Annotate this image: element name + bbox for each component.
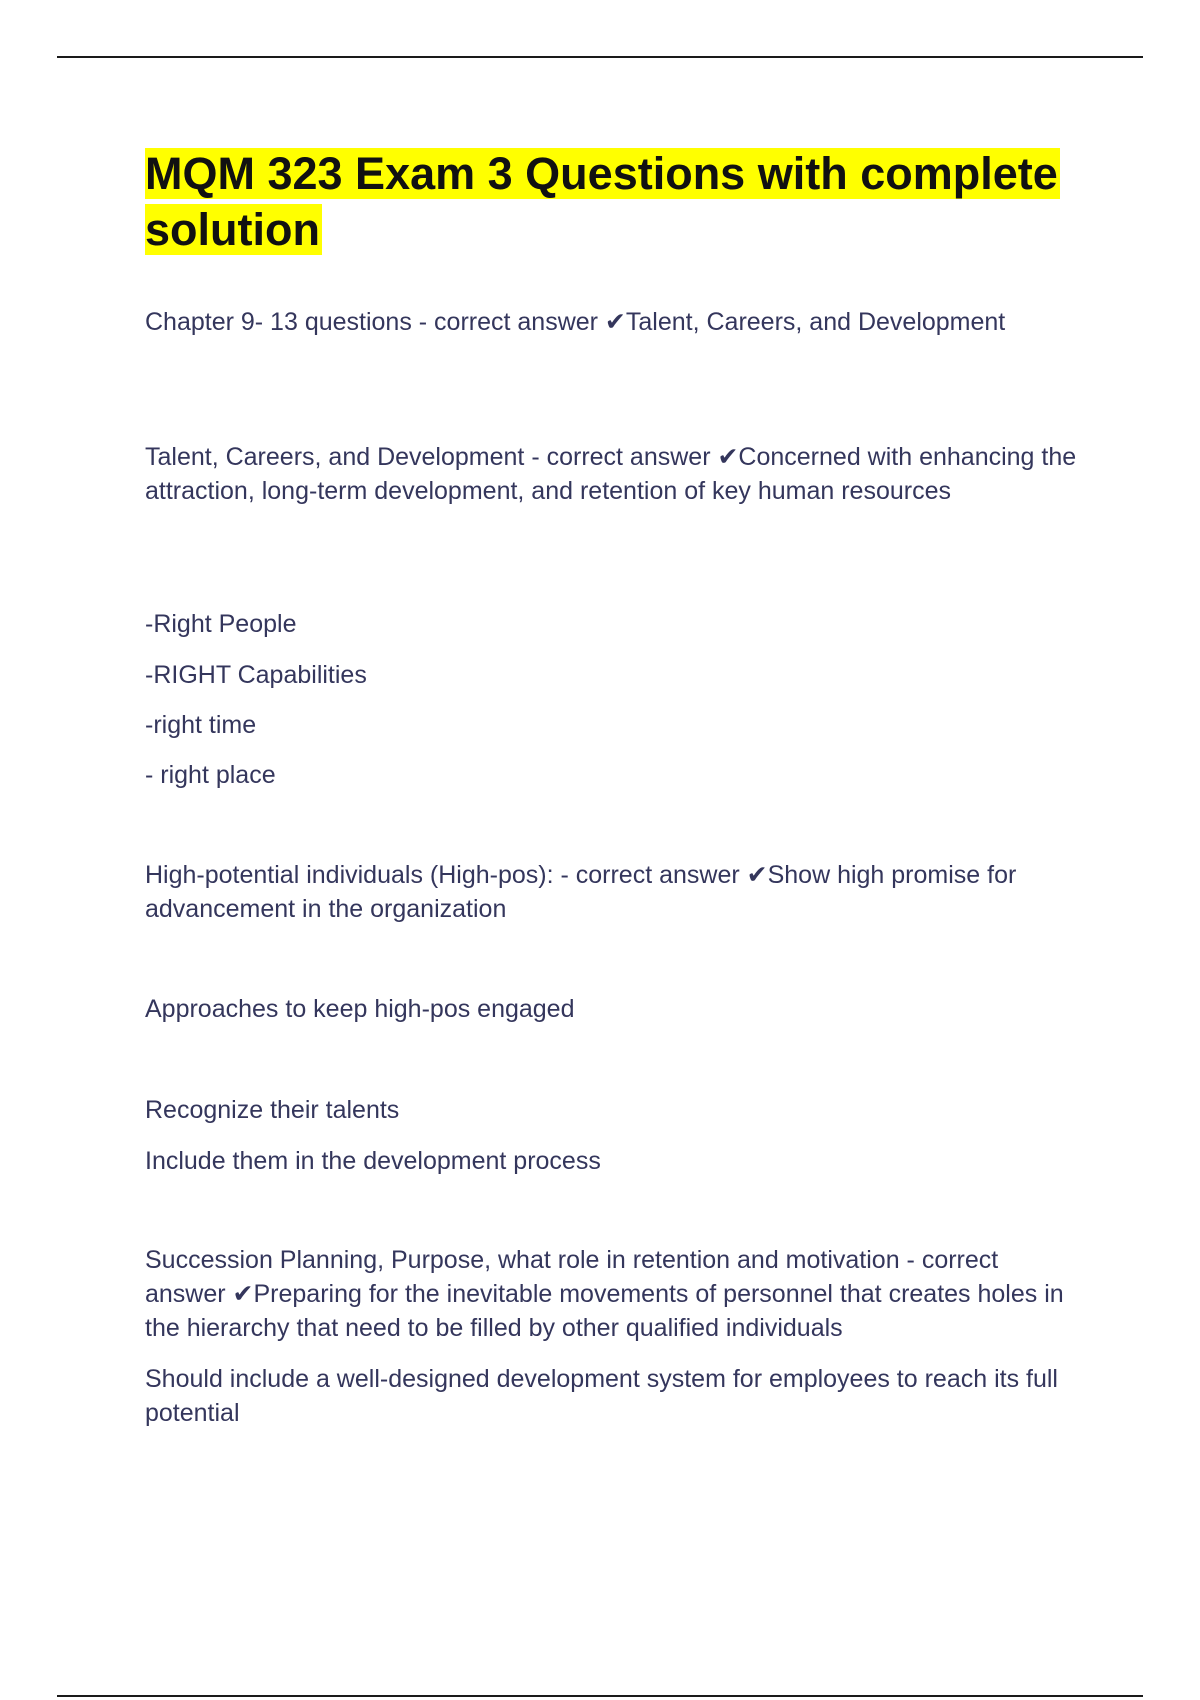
bottom-rule [57,1695,1143,1697]
document-title-highlight: MQM 323 Exam 3 Questions with complete solution [145,148,1058,255]
list-item-right-place: - right place [145,761,276,789]
list-item-right-people: -Right People [145,610,297,638]
paragraph-recognize-talents: Recognize their talents [145,1096,400,1124]
list-item-right-time: -right time [145,711,257,739]
paragraph-high-potential: High-potential individuals (High-pos): - correct answer ✔Show high promise for advancement in the organization [145,861,1017,923]
paragraph-include-development: Include them in the development process [145,1147,601,1175]
paragraph-approaches-heading: Approaches to keep high-pos engaged [145,995,575,1023]
paragraph-succession-planning: Succession Planning, Purpose, what role in retention and motivation - correct answer ✔Preparing for the inevitable movements of personnel that creates holes in the hierarchy that need to be filled by other qualified individuals [145,1246,1064,1342]
paragraph-development-system: Should include a well-designed development system for employees to reach its full potential [145,1365,1058,1427]
paragraph-chapter-intro: Chapter 9- 13 questions - correct answer ✔Talent, Careers, and Development [145,308,1006,336]
document-title [145,146,1085,258]
list-item-right-capabilities: -RIGHT Capabilities [145,661,367,689]
top-rule [57,56,1143,58]
paragraph-talent-careers-definition: Talent, Careers, and Development - correct answer ✔Concerned with enhancing the attraction, long-term development, and retention of key human resources [145,443,1077,505]
